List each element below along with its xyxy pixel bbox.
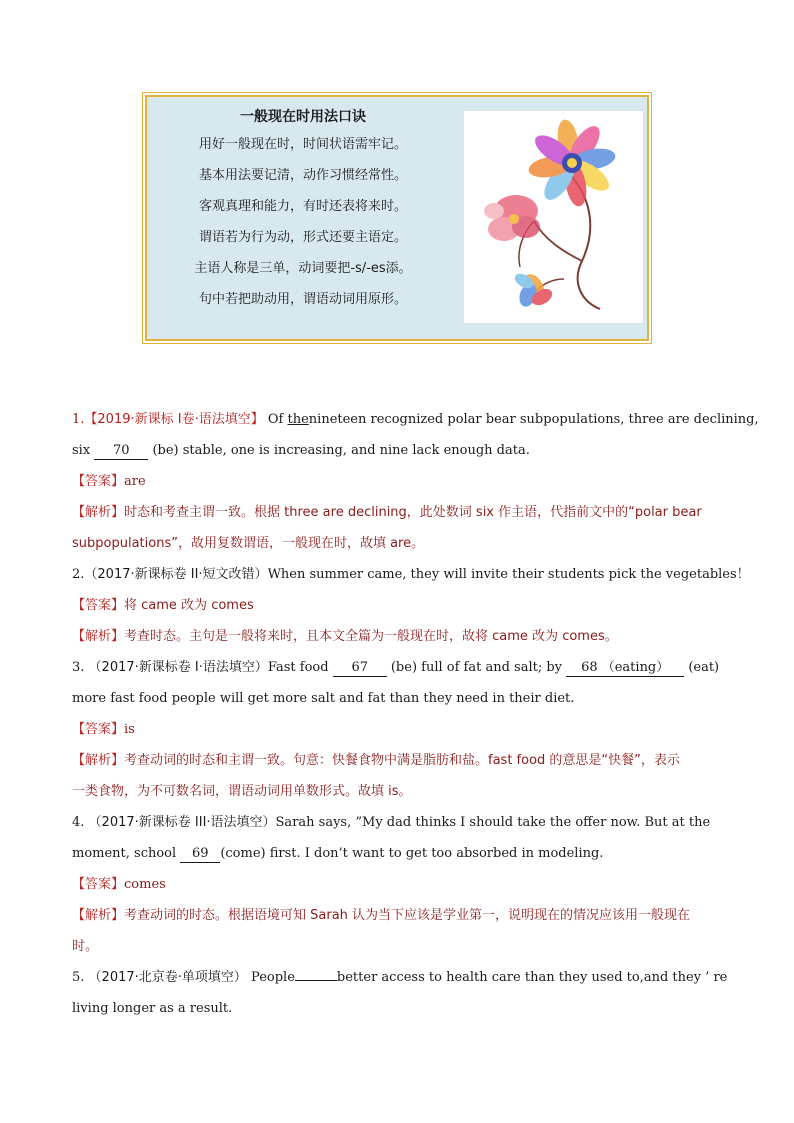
question-4-line-2 xyxy=(72,838,722,869)
watercolor-flower-icon xyxy=(464,111,643,323)
question-4-line-1 xyxy=(72,807,722,838)
analysis-text: 考查时态。主句是一般将来时，且本文全篇为一般现在时，故将 came 改为 comes。 xyxy=(124,629,618,644)
question-1-line-1 xyxy=(72,404,759,435)
question-3-line-1 xyxy=(72,652,722,683)
analysis-text: 考查动词的时态和主谓一致。句意：快餐食物中满是脂肪和盐。fast food 的意思是“快餐”，表示 xyxy=(124,753,680,768)
answer-label: 【答案】 xyxy=(72,598,125,613)
question-2-line-1 xyxy=(72,559,750,590)
analysis-text: 考查动词的时态。根据语境可知 Sarah 认为当下应该是学业第一，说明现在的情况应该用一般现在 xyxy=(124,908,691,923)
question-text: (be) stable, one is increasing, and nine lack enough data. xyxy=(152,443,530,458)
question-text: Sarah says, ”My dad thinks I should take the offer now. But at the xyxy=(275,815,711,830)
analysis-text: 时。 xyxy=(72,939,99,954)
answer-label: 【答案】 xyxy=(72,722,125,737)
mnemonic-title: 一般现在时用法口诀 xyxy=(240,109,366,125)
answer-text: 将 came 改为 comes xyxy=(124,598,254,613)
analysis-label: 【解析】 xyxy=(72,629,125,644)
question-text: Of xyxy=(267,412,284,427)
underlined-word: the xyxy=(287,412,309,427)
analysis-row xyxy=(72,776,722,807)
question-list xyxy=(72,404,759,1024)
mnemonic-line: 客观真理和能力，有时还表将来时。 xyxy=(198,199,407,214)
question-source: （2017·新课标卷 II·短文改错） xyxy=(84,567,268,582)
question-source: （2017·新课标卷 I·语法填空） xyxy=(88,660,268,675)
analysis-row xyxy=(72,745,722,776)
analysis-row xyxy=(72,931,722,962)
question-text: living longer as a result. xyxy=(72,1001,233,1016)
analysis-text: 一类食物，为不可数名词，谓语动词用单数形式。故填 is。 xyxy=(72,784,412,799)
mnemonic-line: 用好一般现在时，时间状语需牢记。 xyxy=(198,137,407,152)
answer-row xyxy=(72,590,722,621)
question-1-line-2 xyxy=(72,435,722,466)
question-text: better access to health care than they used to,and they ’ re xyxy=(336,970,728,985)
mnemonic-line: 句中若把助动用，谓语动词用原形。 xyxy=(198,292,407,307)
question-number: 5. xyxy=(72,970,85,985)
answer-blank: 70 xyxy=(94,443,148,460)
mnemonic-line: 主语人称是三单，动词要把-s/-es添。 xyxy=(194,261,412,276)
analysis-row xyxy=(72,528,722,559)
answer-text: comes xyxy=(124,877,166,892)
question-source: 【2019·新课标 I卷·语法填空】 xyxy=(84,412,264,427)
flower-image xyxy=(464,111,643,323)
analysis-label: 【解析】 xyxy=(72,908,125,923)
answer-label: 【答案】 xyxy=(72,877,125,892)
answer-row xyxy=(72,466,722,497)
question-text: six xyxy=(72,443,91,458)
question-number: 4. xyxy=(72,815,85,830)
question-number: 1. xyxy=(72,412,85,427)
answer-text: is xyxy=(124,722,135,737)
mnemonic-line: 谓语若为行为动，形式还要主语定。 xyxy=(198,230,407,245)
mnemonic-text xyxy=(147,105,459,315)
question-source: （2017·北京卷·单项填空） xyxy=(88,970,247,985)
answer-blank: 69 xyxy=(180,846,220,863)
answer-label: 【答案】 xyxy=(72,474,125,489)
question-text: (eat) xyxy=(688,660,720,675)
analysis-label: 【解析】 xyxy=(72,505,125,520)
mnemonic-line: 基本用法要记清，动作习惯经常性。 xyxy=(198,168,407,183)
analysis-row xyxy=(72,900,722,931)
question-text: Fast food xyxy=(267,660,329,675)
question-5-line-2 xyxy=(72,993,722,1024)
question-text: When summer came, they will invite their students pick the vegetables！ xyxy=(267,567,750,582)
question-source: （2017·新课标卷 III·语法填空） xyxy=(88,815,276,830)
analysis-label: 【解析】 xyxy=(72,753,125,768)
question-text: (be) full of fat and salt; by xyxy=(390,660,563,675)
answer-text: are xyxy=(124,474,146,489)
answer-row xyxy=(72,869,722,900)
answer-row xyxy=(72,714,722,745)
answer-blank xyxy=(295,980,337,981)
question-text: People xyxy=(251,970,295,985)
question-number: 3. xyxy=(72,660,85,675)
question-text: moment, school xyxy=(72,846,177,861)
analysis-row xyxy=(72,621,722,652)
answer-blank: 67 xyxy=(333,660,387,677)
question-number: 2. xyxy=(72,567,85,582)
analysis-row xyxy=(72,497,722,528)
mnemonic-box xyxy=(145,95,649,341)
question-3-line-2 xyxy=(72,683,722,714)
analysis-text: 时态和考查主谓一致。根据 three are declining，此处数词 six 作主语，代指前文中的“polar bear xyxy=(124,505,702,520)
question-text: more fast food people will get more salt and fat than they need in their diet. xyxy=(72,691,575,706)
analysis-text: subpopulations”，故用复数谓语，一般现在时，故填 are。 xyxy=(72,536,425,551)
answer-blank: 68 （eating） xyxy=(566,660,684,677)
question-text: (come) first. I don’t want to get too absorbed in modeling. xyxy=(220,846,604,861)
question-5-line-1 xyxy=(72,962,728,993)
question-text: nineteen recognized polar bear subpopulations, three are declining, xyxy=(308,412,759,427)
